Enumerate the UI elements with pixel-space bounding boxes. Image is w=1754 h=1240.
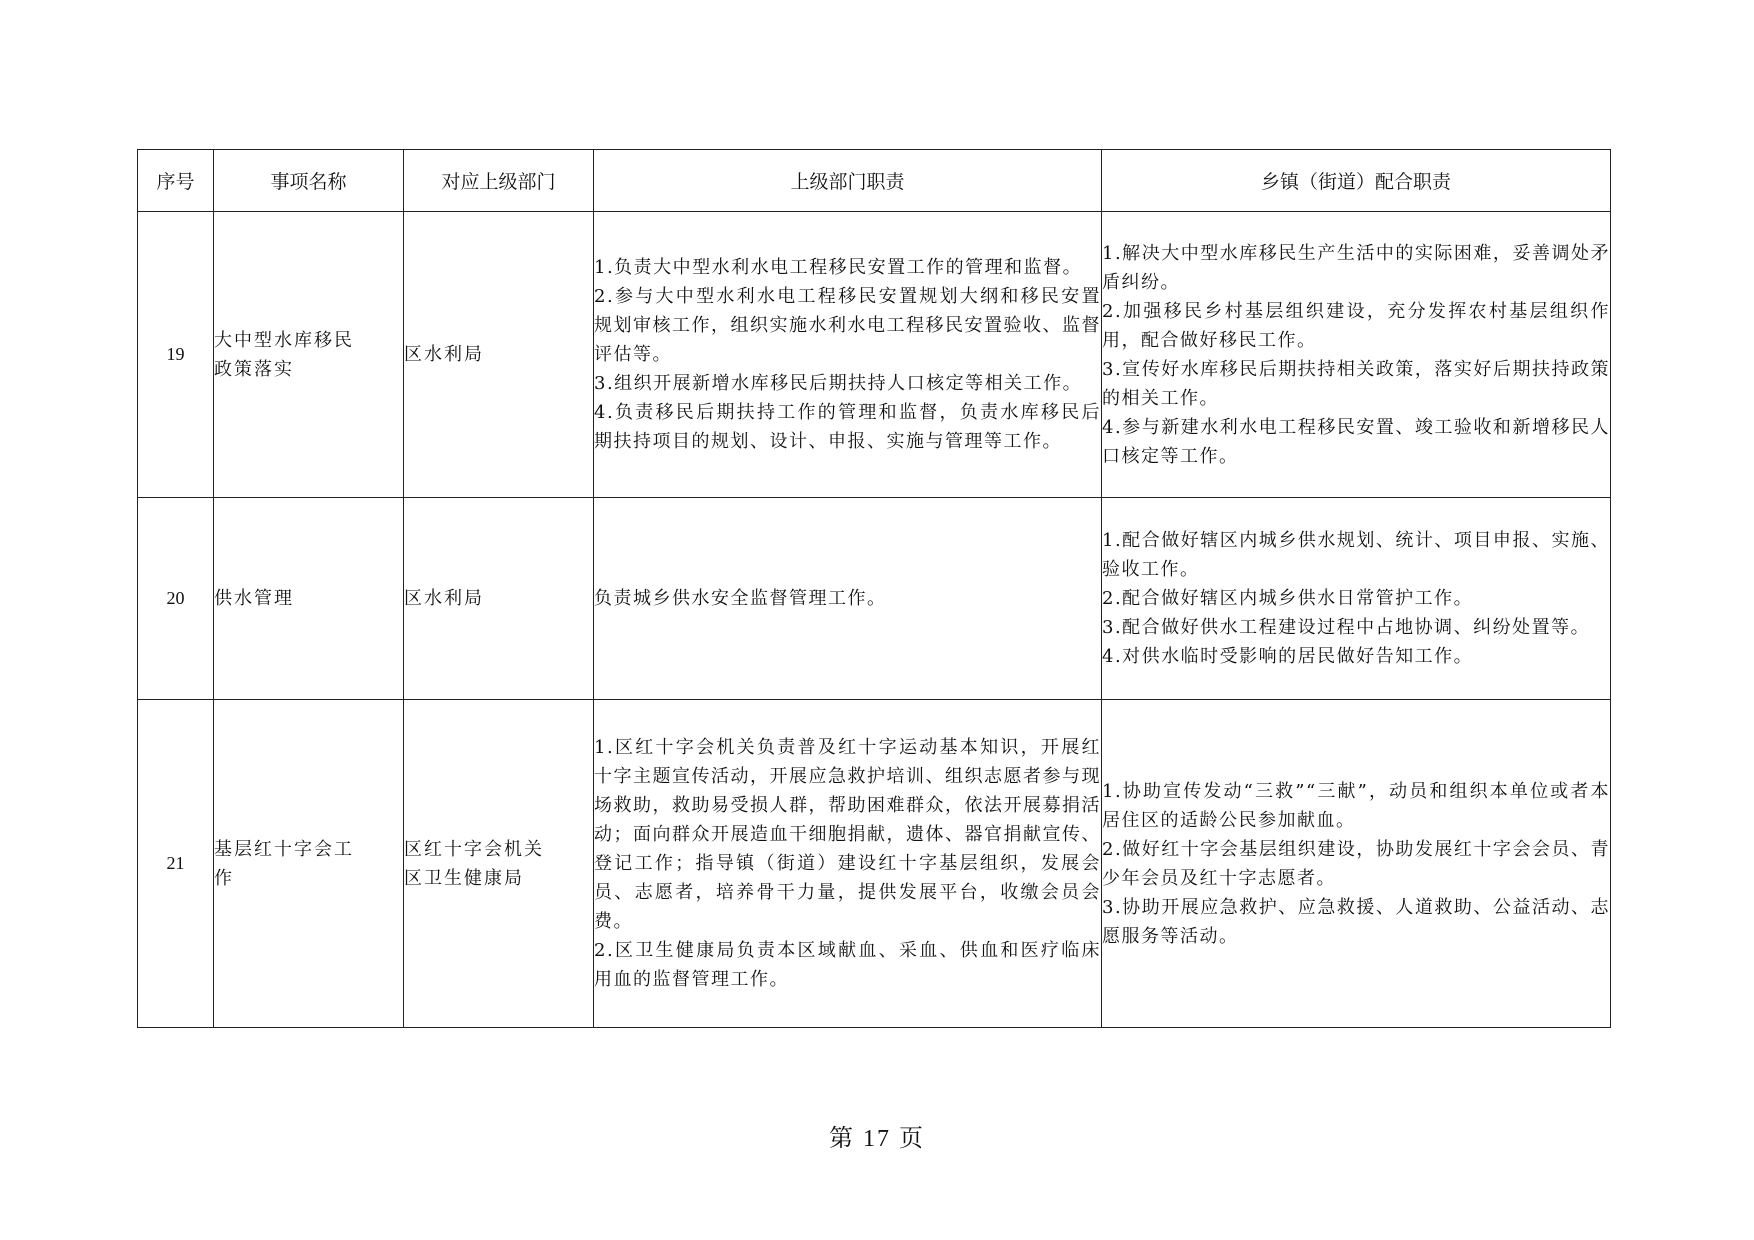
superior-dept-cell (404, 700, 594, 1028)
cooperation-duty-cell (1102, 498, 1611, 700)
superior-duty-cell (594, 498, 1102, 700)
duty-item: 4.负责移民后期扶持工作的管理和监督，负责水库移民后期扶持项目的规划、设计、申报、实施与管理等工作。 (594, 402, 1101, 452)
duty-table (137, 149, 1611, 1028)
superior-duty-cell (594, 212, 1102, 498)
dept-line: 区水利局 (404, 344, 484, 365)
coop-item: 1.协助宣传发动“三救”“三献”，动员和组织本单位或者本居住区的适龄公民参加献血。 (1102, 780, 1610, 831)
superior-duty-cell (594, 700, 1102, 1028)
row-number: 21 (138, 700, 214, 1028)
coop-item: 1.解决大中型水库移民生产生活中的实际困难，妥善调处矛盾纠纷。 (1102, 242, 1610, 293)
coop-item: 3.宣传好水库移民后期扶持相关政策，落实好后期扶持政策的相关工作。 (1102, 358, 1610, 409)
table-header-row (138, 150, 1611, 212)
item-name-line: 作 (214, 867, 234, 889)
item-name-line: 供水管理 (214, 588, 294, 609)
coop-item: 3.协助开展应急救护、应急救援、人道救助、公益活动、志愿服务等活动。 (1102, 896, 1610, 947)
duty-item: 1.区红十字会机关负责普及红十字运动基本知识，开展红十字主题宣传活动，开展应急救护培训、组织志愿者参与现场救助，救助易受损人群，帮助困难群众，依法开展募捐活动；面向群众开展造血干细胞捐献，遗体、器官捐献宣传、登记工作；指导镇（街道）建设红十字基层组织，发展会员、志愿者，培养骨干力量，提供发展平台，收缴会员会费。 (594, 737, 1101, 932)
dept-line: 区红十字会机关 (404, 838, 544, 860)
header-no: 序号 (138, 150, 214, 212)
cooperation-duty-cell (1102, 212, 1611, 498)
page-number: 第 17 页 (829, 1126, 925, 1152)
duty-item: 2.区卫生健康局负责本区域献血、采血、供血和医疗临床用血的监督管理工作。 (594, 940, 1101, 990)
table-row (138, 212, 1611, 498)
item-name-line: 政策落实 (214, 358, 294, 380)
superior-dept-cell (404, 498, 594, 700)
item-name-line: 基层红十字会工 (214, 838, 354, 860)
header-superior-duty: 上级部门职责 (594, 150, 1102, 212)
dept-line: 区卫生健康局 (404, 867, 524, 889)
header-town-cooperation: 乡镇（街道）配合职责 (1102, 150, 1611, 212)
item-name-cell (214, 212, 404, 498)
header-item-name: 事项名称 (214, 150, 404, 212)
coop-item: 2.配合做好辖区内城乡供水日常管护工作。 (1102, 588, 1474, 609)
coop-item: 2.做好红十字会基层组织建设，协助发展红十字会会员、青少年会员及红十字志愿者。 (1102, 838, 1610, 889)
coop-item: 1.配合做好辖区内城乡供水规划、统计、项目申报、实施、验收工作。 (1102, 530, 1610, 580)
duty-item: 负责城乡供水安全监督管理工作。 (594, 588, 887, 609)
coop-item: 3.配合做好供水工程建设过程中占地协调、纠纷处置等。 (1102, 617, 1591, 638)
item-name-cell (214, 498, 404, 700)
row-number: 19 (138, 212, 214, 498)
table-row (138, 700, 1611, 1028)
coop-item: 4.参与新建水利水电工程移民安置、竣工验收和新增移民人口核定等工作。 (1102, 416, 1610, 467)
cooperation-duty-cell (1102, 700, 1611, 1028)
header-superior-dept: 对应上级部门 (404, 150, 594, 212)
item-name-cell (214, 700, 404, 1028)
table-row (138, 498, 1611, 700)
item-name-line: 大中型水库移民 (214, 329, 354, 351)
duty-item: 3.组织开展新增水库移民后期扶持人口核定等相关工作。 (594, 373, 1083, 394)
dept-line: 区水利局 (404, 588, 484, 609)
duty-item: 1.负责大中型水利水电工程移民安置工作的管理和监督。 (594, 257, 1083, 278)
superior-dept-cell (404, 212, 594, 498)
row-number: 20 (138, 498, 214, 700)
coop-item: 2.加强移民乡村基层组织建设，充分发挥农村基层组织作用，配合做好移民工作。 (1102, 300, 1610, 351)
duty-item: 2.参与大中型水利水电工程移民安置规划大纲和移民安置规划审核工作，组织实施水利水电工程移民安置验收、监督评估等。 (594, 286, 1101, 365)
coop-item: 4.对供水临时受影响的居民做好告知工作。 (1102, 646, 1474, 667)
